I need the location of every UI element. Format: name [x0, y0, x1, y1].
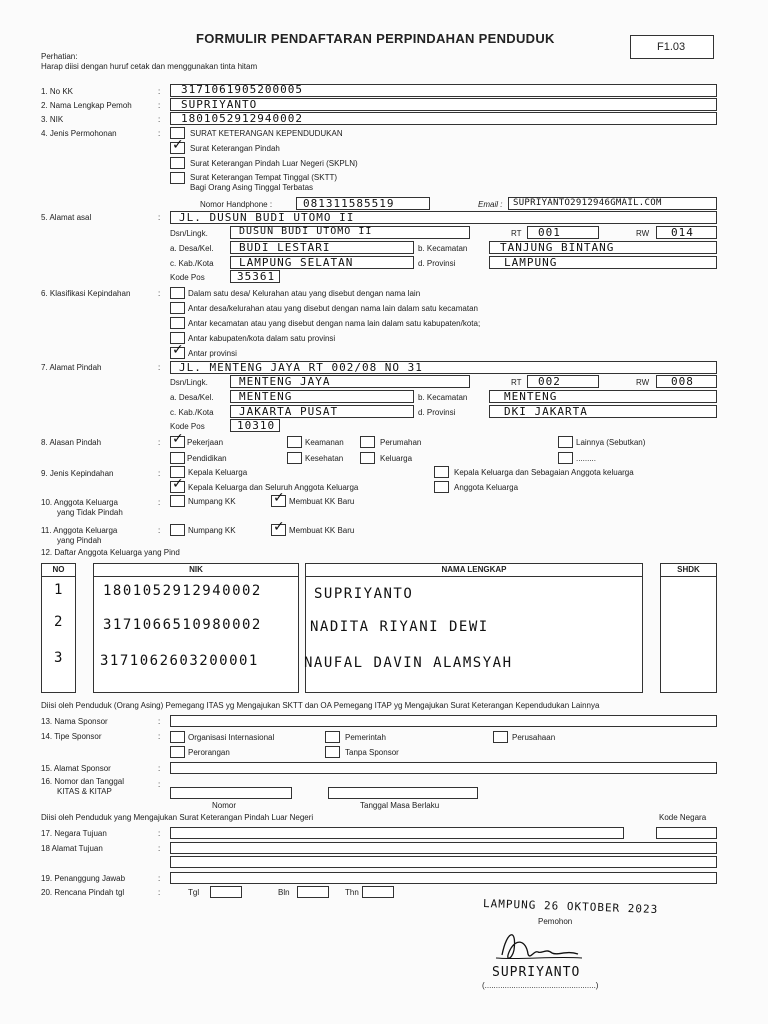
alasan-perumahan-checkbox[interactable]: [360, 436, 375, 448]
asal-prov-value: LAMPUNG: [504, 256, 558, 269]
label-jenis-permohonan: 4. Jenis Permohonan: [41, 129, 117, 138]
pindah-prov-field[interactable]: [489, 405, 717, 418]
asal-kodepos-value: 35361: [237, 270, 276, 283]
label-dsn: Dsn/Lingk.: [170, 378, 208, 387]
pemohon-label: Pemohon: [538, 917, 573, 926]
label-nik: 3. NIK: [41, 115, 64, 124]
notice-text: Harap diisi dengan huruf cetak dan menggunakan tinta hitam: [41, 62, 258, 71]
table-header-nama: NAMA LENGKAP: [306, 564, 642, 577]
label-thn: Thn: [345, 888, 359, 897]
jk-checkbox-4[interactable]: [434, 481, 449, 493]
label-kitas-2: KITAS & KITAP: [57, 787, 112, 796]
label-anggota-pindah: 11. Anggota Keluarga: [41, 526, 118, 535]
asal-dsn-value: DUSUN BUDI UTOMO II: [239, 226, 373, 237]
sponsor-tanpa-checkbox[interactable]: [325, 746, 340, 758]
pindah-kec-field[interactable]: [489, 390, 717, 403]
colon: :: [158, 498, 161, 507]
signature-dots: (..................................................): [482, 981, 599, 990]
kitas-tanggal-field[interactable]: [328, 787, 478, 799]
pindah-rw-value: 008: [671, 375, 694, 388]
colon: :: [158, 289, 161, 298]
alamat-pindah-field[interactable]: [170, 361, 717, 374]
jp-checkbox-2[interactable]: [170, 137, 185, 154]
label-kecamatan: b. Kecamatan: [418, 393, 468, 402]
nama-sponsor-field[interactable]: [170, 715, 717, 727]
label-nama: 2. Nama Lengkap Pemoh: [41, 101, 132, 110]
row-no: 1: [54, 582, 64, 598]
label-alamat-sponsor: 15. Alamat Sponsor: [41, 764, 111, 773]
nama-field[interactable]: [170, 98, 717, 111]
pindah-kodepos-value: 10310: [237, 419, 276, 432]
signer-name: SUPRIYANTO: [492, 965, 581, 980]
asal-kab-value: LAMPUNG SELATAN: [239, 256, 354, 269]
ap-numpang-label: Numpang KK: [188, 526, 236, 535]
label-dsn: Dsn/Lingk.: [170, 229, 208, 238]
jp-label-4: Surat Keterangan Tempat Tinggal (SKTT): [190, 173, 338, 182]
asal-kec-field[interactable]: [489, 241, 717, 254]
sponsor-perorangan-label: Perorangan: [188, 748, 230, 757]
table-header-no: NO: [42, 564, 75, 577]
alasan-kesehatan-checkbox[interactable]: [287, 452, 302, 464]
asal-rt-value: 001: [538, 226, 561, 239]
klas-label-1: Dalam satu desa/ Kelurahan atau yang disebut dengan nama lain: [188, 289, 421, 298]
nik-value: 1801052912940002: [181, 112, 303, 125]
alasan-perumahan-label: Perumahan: [380, 438, 422, 447]
rencana-tgl-field[interactable]: [210, 886, 242, 898]
table-header-shdk: SHDK: [661, 564, 716, 577]
asal-dsn-field[interactable]: [230, 226, 470, 239]
sponsor-pemerintah-label: Pemerintah: [345, 733, 386, 742]
label-rw: RW: [636, 229, 650, 238]
row-nama: SUPRIYANTO: [314, 586, 414, 602]
colon: :: [158, 213, 161, 222]
handphone-field[interactable]: [296, 197, 430, 210]
colon: :: [158, 526, 161, 535]
alamat-asal-field[interactable]: [170, 211, 717, 224]
jk-label-2: Kepala Keluarga dan Seluruh Anggota Keluarga: [188, 483, 359, 492]
pindah-rt-value: 002: [538, 375, 561, 388]
label-rw: RW: [636, 378, 650, 387]
label-tgl-berlaku: Tanggal Masa Berlaku: [360, 801, 440, 810]
alamat-pindah-value: JL. MENTENG JAYA RT 002/08 NO 31: [179, 361, 423, 374]
colon: :: [158, 87, 161, 96]
itas-note: Diisi oleh Penduduk (Orang Asing) Pemegang ITAS yg Mengajukan SKTT dan OA Pemegang ITAP yg Mengajukan Surat Keterangan Kependudukan Lainnya: [41, 701, 600, 710]
alasan-pendidikan-label: Pendidikan: [187, 454, 227, 463]
klas-checkbox-1[interactable]: [170, 287, 185, 299]
check-icon: ✓: [273, 519, 285, 535]
klas-checkbox-3[interactable]: [170, 317, 185, 329]
label-daftar: 12. Daftar Anggota Keluarga yang Pind: [41, 548, 180, 557]
ln-note: Diisi oleh Penduduk yang Mengajukan Surat Keterangan Pindah Luar Negeri: [41, 813, 314, 822]
alasan-kesehatan-label: Kesehatan: [305, 454, 344, 463]
klas-checkbox-2[interactable]: [170, 302, 185, 314]
pindah-rw-field[interactable]: [656, 375, 717, 388]
colon: :: [158, 101, 161, 110]
signature-icon: [482, 920, 592, 968]
label-email: Email :: [478, 200, 503, 209]
kode-negara-field[interactable]: [656, 827, 717, 839]
row-nik: 3171066510980002: [103, 617, 262, 633]
check-icon: ✓: [172, 342, 184, 358]
jp-label-4-sub: Bagi Orang Asing Tinggal Terbatas: [190, 183, 314, 192]
label-provinsi: d. Provinsi: [418, 259, 456, 268]
label-kab: c. Kab./Kota: [170, 408, 214, 417]
jk-label-4: Anggota Keluarga: [454, 483, 519, 492]
row-nama: NADITA RIYANI DEWI: [310, 619, 489, 635]
alasan-keamanan-checkbox[interactable]: [287, 436, 302, 448]
form-code: F1.03: [657, 41, 686, 53]
penanggung-field[interactable]: [170, 872, 717, 884]
jp-label-2: Surat Keterangan Pindah: [190, 144, 280, 153]
atp-numpang-label: Numpang KK: [188, 497, 236, 506]
sponsor-perusahaan-label: Perusahaan: [512, 733, 556, 742]
colon: :: [158, 764, 161, 773]
jk-checkbox-2[interactable]: [170, 476, 185, 493]
place-date: LAMPUNG 26 OKTOBER 2023: [482, 896, 659, 917]
label-desa: a. Desa/Kel.: [170, 393, 214, 402]
colon: :: [158, 780, 161, 789]
pindah-dsn-value: MENTENG JAYA: [239, 375, 331, 388]
label-anggota-tidak-pindah: 10. Anggota Keluarga: [41, 498, 118, 507]
ap-membuat-checkbox[interactable]: [271, 519, 286, 536]
alamat-tujuan-field-1[interactable]: [170, 842, 717, 854]
label-tgl: Tgl: [188, 888, 200, 897]
atp-membuat-checkbox[interactable]: [271, 490, 286, 507]
asal-kab-field[interactable]: [230, 256, 414, 269]
jp-checkbox-4[interactable]: [170, 172, 185, 184]
alasan-keluarga-label: Keluarga: [380, 454, 413, 463]
pindah-rt-field[interactable]: [527, 375, 599, 388]
label-tipe-sponsor: 14. Tipe Sponsor: [41, 732, 102, 741]
no-kk-field[interactable]: [170, 84, 717, 97]
alasan-pekerjaan-label: Pekerjaan: [187, 438, 224, 447]
label-kitas: 16. Nomor dan Tanggal: [41, 777, 125, 786]
rencana-bln-field[interactable]: [297, 886, 329, 898]
label-kab: c. Kab./Kota: [170, 259, 214, 268]
alasan-pekerjaan-checkbox[interactable]: [170, 431, 185, 448]
label-handphone: Nomor Handphone :: [200, 200, 273, 209]
atp-membuat-label: Membuat KK Baru: [289, 497, 355, 506]
alasan-keluarga-checkbox[interactable]: [360, 452, 375, 464]
table-header-nik: NIK: [94, 564, 298, 577]
asal-rt-field[interactable]: [527, 226, 599, 239]
check-icon: ✓: [172, 137, 184, 153]
colon: :: [158, 844, 161, 853]
row-nik: 3171062603200001: [100, 653, 259, 669]
label-no-kk: 1. No KK: [41, 87, 74, 96]
colon: :: [158, 469, 161, 478]
sponsor-perorangan-checkbox[interactable]: [170, 746, 185, 758]
alasan-dots: .........: [576, 454, 597, 463]
pindah-prov-value: DKI JAKARTA: [504, 405, 588, 418]
label-rt: RT: [511, 229, 522, 238]
colon: :: [158, 732, 161, 741]
colon: :: [158, 438, 161, 447]
pindah-dsn-field[interactable]: [230, 375, 470, 388]
rencana-thn-field[interactable]: [362, 886, 394, 898]
label-bln: Bln: [278, 888, 290, 897]
pindah-desa-field[interactable]: [230, 390, 414, 403]
check-icon: ✓: [172, 431, 184, 447]
label-alamat-asal: 5. Alamat asal: [41, 213, 92, 222]
email-field[interactable]: [508, 197, 717, 210]
alasan-pendidikan-checkbox[interactable]: [170, 452, 185, 464]
check-icon: ✓: [172, 476, 184, 492]
label-anggota-pindah-2: yang Pindah: [57, 536, 102, 545]
colon: :: [158, 115, 161, 124]
sponsor-perusahaan-checkbox[interactable]: [493, 731, 508, 743]
label-jenis-kepindahan: 9. Jenis Kepindahan: [41, 469, 114, 478]
handphone-value: 081311585519: [303, 197, 395, 210]
asal-desa-value: BUDI LESTARI: [239, 241, 331, 254]
label-kode-negara: Kode Negara: [659, 813, 707, 822]
pindah-desa-value: MENTENG: [239, 390, 293, 403]
label-klasifikasi: 6. Klasifikasi Kepindahan: [41, 289, 131, 298]
label-alasan: 8. Alasan Pindah: [41, 438, 102, 447]
label-rt: RT: [511, 378, 522, 387]
jk-label-3: Kepala Keluarga dan Sebagaian Anggota keluarga: [454, 468, 634, 477]
alamat-tujuan-field-2[interactable]: [170, 856, 717, 868]
alasan-lainnya-label: Lainnya (Sebutkan): [576, 438, 646, 447]
klas-checkbox-5[interactable]: [170, 342, 185, 359]
form-code-box: [630, 35, 714, 59]
nik-field[interactable]: [170, 112, 717, 125]
notice-title: Perhatian:: [41, 52, 78, 61]
sponsor-pemerintah-checkbox[interactable]: [325, 731, 340, 743]
pindah-kec-value: MENTENG: [504, 390, 558, 403]
colon: :: [158, 874, 161, 883]
label-kodepos: Kode Pos: [170, 422, 205, 431]
label-alamat-tujuan: 18 Alamat Tujuan: [41, 844, 103, 853]
label-kodepos: Kode Pos: [170, 273, 205, 282]
jk-label-1: Kepala Keluarga: [188, 468, 248, 477]
atp-numpang-checkbox[interactable]: [170, 495, 185, 507]
ap-membuat-label: Membuat KK Baru: [289, 526, 355, 535]
colon: :: [158, 129, 161, 138]
row-no: 3: [54, 650, 64, 666]
colon: :: [158, 888, 161, 897]
pindah-kab-value: JAKARTA PUSAT: [239, 405, 339, 418]
jp-checkbox-3[interactable]: [170, 157, 185, 169]
alasan-keamanan-label: Keamanan: [305, 438, 344, 447]
asal-prov-field[interactable]: [489, 256, 717, 269]
label-anggota-tidak-pindah-2: yang Tidak Pindah: [57, 508, 123, 517]
label-alamat-pindah: 7. Alamat Pindah: [41, 363, 102, 372]
row-no: 2: [54, 614, 64, 630]
negara-tujuan-field[interactable]: [170, 827, 624, 839]
label-penanggung: 19. Penanggung Jawab: [41, 874, 126, 883]
asal-kodepos-field[interactable]: [230, 270, 280, 283]
pindah-kab-field[interactable]: [230, 405, 414, 418]
klas-label-5: Antar provinsi: [188, 349, 237, 358]
row-nik: 1801052912940002: [103, 583, 262, 599]
email-value: SUPRIYANTO2912946GMAIL.COM: [513, 198, 662, 208]
jp-label-3: Surat Keterangan Pindah Luar Negeri (SKPLN): [190, 159, 358, 168]
jk-checkbox-3[interactable]: [434, 466, 449, 478]
label-negara: 17. Negara Tujuan: [41, 829, 107, 838]
asal-rw-field[interactable]: [656, 226, 717, 239]
alasan-other-checkbox[interactable]: [558, 452, 573, 464]
colon: :: [158, 363, 161, 372]
label-nomor: Nomor: [212, 801, 237, 810]
klas-label-3: Antar kecamatan atau yang disebut dengan nama lain dalam satu kabupaten/kota;: [188, 319, 481, 328]
alamat-asal-value: JL. DUSUN BUDI UTOMO II: [179, 211, 355, 224]
pindah-kodepos-field[interactable]: [230, 419, 280, 432]
form-title: FORMULIR PENDAFTARAN PERPINDAHAN PENDUDUK: [196, 31, 555, 46]
alasan-lainnya-checkbox[interactable]: [558, 436, 573, 448]
table-col-shdk: [660, 563, 717, 693]
kitas-nomor-field[interactable]: [170, 787, 292, 799]
label-desa: a. Desa/Kel.: [170, 244, 214, 253]
alamat-sponsor-field[interactable]: [170, 762, 717, 774]
label-rencana: 20. Rencana Pindah tgl: [41, 888, 125, 897]
asal-kec-value: TANJUNG BINTANG: [500, 241, 615, 254]
klas-label-4: Antar kabupaten/kota dalam satu provinsi: [188, 334, 336, 343]
klas-label-2: Antar desa/kelurahan atau yang disebut dengan nama lain dalam satu kecamatan: [188, 304, 478, 313]
row-nama: NAUFAL DAVIN ALAMSYAH: [304, 655, 513, 671]
sponsor-tanpa-label: Tanpa Sponsor: [345, 748, 399, 757]
no-kk-value: 3171061905200005: [181, 83, 303, 96]
sponsor-org-label: Organisasi Internasional: [188, 733, 275, 742]
colon: :: [158, 717, 161, 726]
asal-rw-value: 014: [671, 226, 694, 239]
asal-desa-field[interactable]: [230, 241, 414, 254]
nama-value: SUPRIYANTO: [181, 98, 258, 111]
label-kecamatan: b. Kecamatan: [418, 244, 468, 253]
sponsor-org-checkbox[interactable]: [170, 731, 185, 743]
label-nama-sponsor: 13. Nama Sponsor: [41, 717, 108, 726]
label-provinsi: d. Provinsi: [418, 408, 456, 417]
check-icon: ✓: [273, 490, 285, 506]
colon: :: [158, 829, 161, 838]
ap-numpang-checkbox[interactable]: [170, 524, 185, 536]
jp-label-1: SURAT KETERANGAN KEPENDUDUKAN: [190, 129, 343, 138]
